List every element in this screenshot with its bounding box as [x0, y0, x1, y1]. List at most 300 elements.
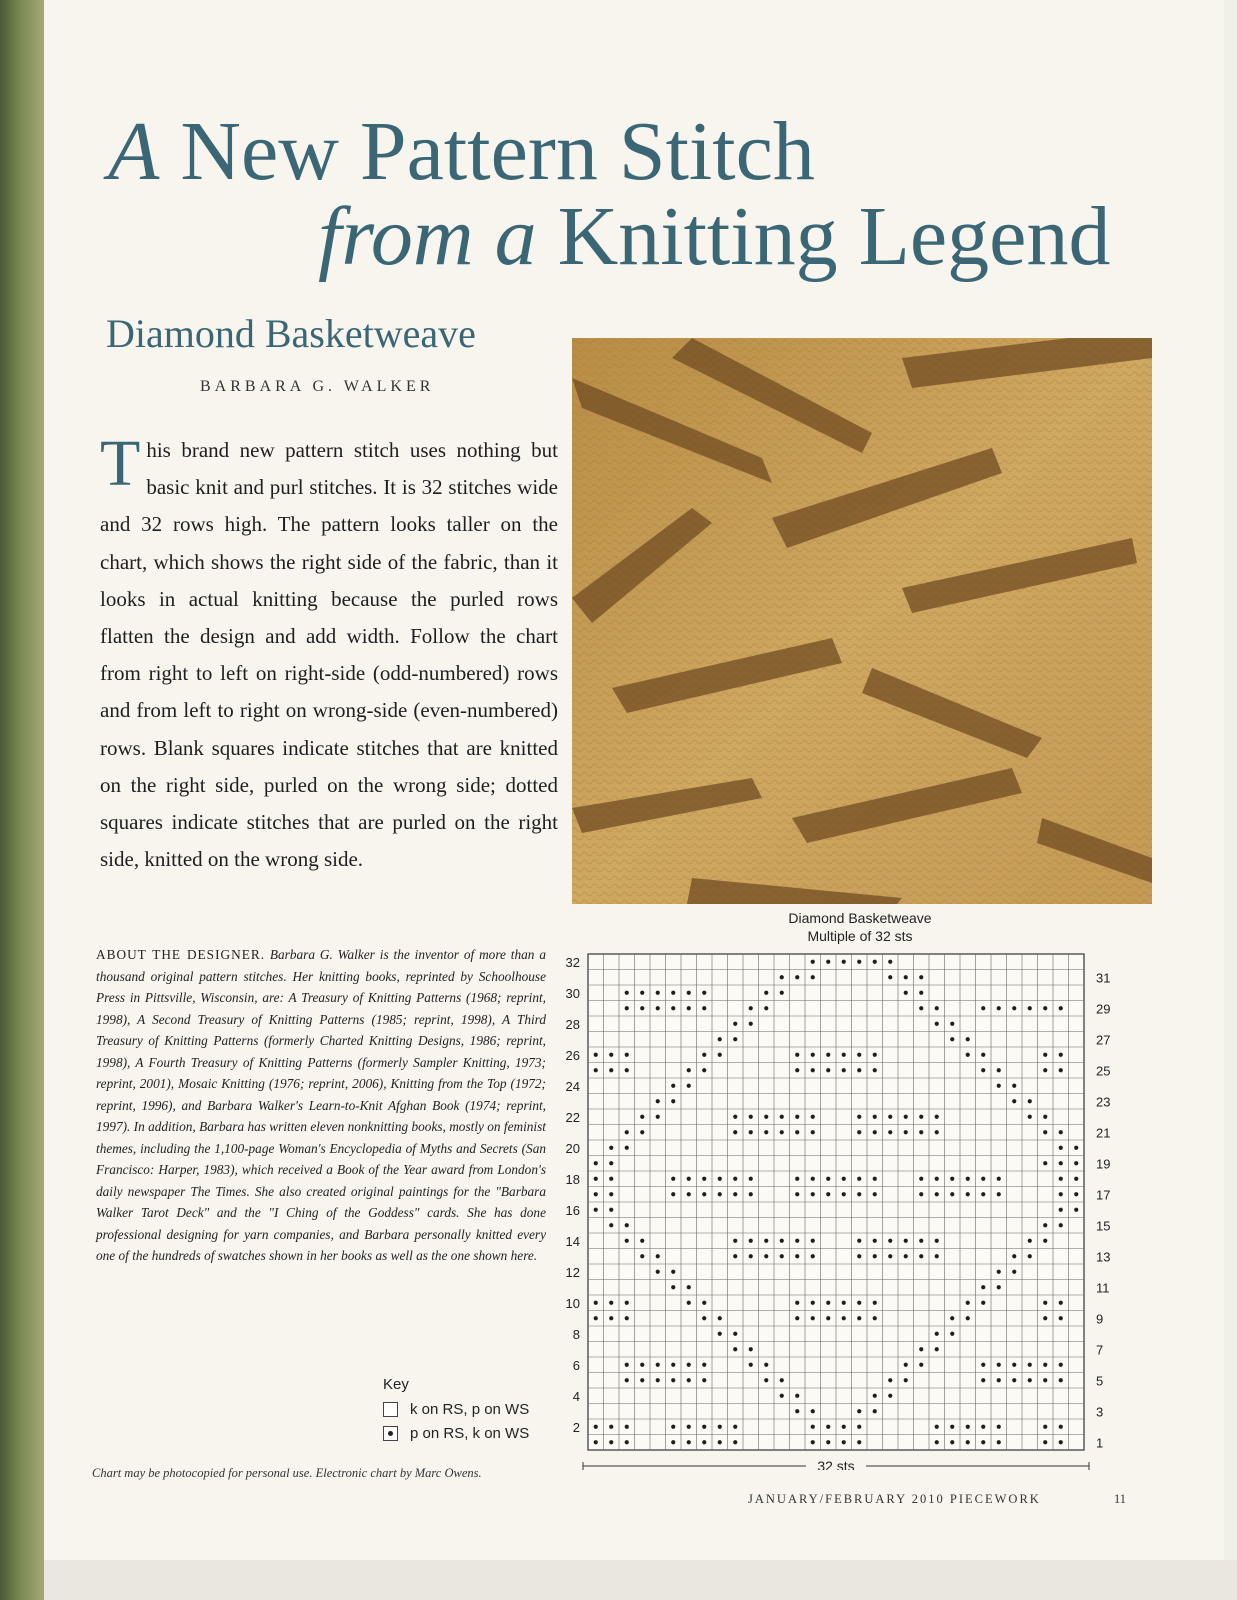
purl-dot	[904, 1363, 908, 1367]
purl-dot	[888, 960, 892, 964]
purl-dot	[795, 1394, 799, 1398]
purl-dot	[780, 1378, 784, 1382]
purl-dot	[966, 1192, 970, 1196]
purl-dot	[625, 1053, 629, 1057]
purl-dot	[842, 1440, 846, 1444]
purl-dot	[656, 991, 660, 995]
purl-dot	[950, 1425, 954, 1429]
purl-dot	[811, 1301, 815, 1305]
purl-dot	[904, 1378, 908, 1382]
purl-dot	[1043, 1440, 1047, 1444]
purl-dot	[780, 1115, 784, 1119]
purl-dot	[981, 1068, 985, 1072]
purl-dot	[873, 1316, 877, 1320]
purl-dot	[687, 1425, 691, 1429]
purl-dot	[981, 1301, 985, 1305]
purl-dot	[780, 1239, 784, 1243]
purl-dot	[811, 1053, 815, 1057]
purl-dot	[609, 1440, 613, 1444]
purl-dot	[857, 1301, 861, 1305]
row-label-odd: 15	[1096, 1218, 1111, 1234]
purl-dot	[1059, 1006, 1063, 1010]
purl-dot	[1059, 1316, 1063, 1320]
purl-dot	[857, 1254, 861, 1258]
purl-dot	[950, 1332, 954, 1336]
purl-dot	[997, 1270, 1001, 1274]
purl-dot	[671, 1084, 675, 1088]
purl-dot	[826, 1053, 830, 1057]
purl-dot	[625, 1006, 629, 1010]
purl-dot	[687, 1440, 691, 1444]
purl-dot	[625, 991, 629, 995]
chart-credit-caption: Chart may be photocopied for personal use. Electronic chart by Marc Owens.	[92, 1466, 482, 1480]
purl-dot	[702, 1363, 706, 1367]
purl-dot	[671, 1270, 675, 1274]
purl-dot	[1059, 1053, 1063, 1057]
purl-dot	[749, 1239, 753, 1243]
purl-dot	[656, 1363, 660, 1367]
purl-dot	[904, 1239, 908, 1243]
chart-grid	[588, 954, 1084, 1450]
purl-dot	[780, 1394, 784, 1398]
purl-dot	[981, 1192, 985, 1196]
purl-dot	[594, 1068, 598, 1072]
purl-dot	[733, 1192, 737, 1196]
purl-dot	[811, 1254, 815, 1258]
row-label-even: 8	[572, 1326, 580, 1342]
purl-dot	[935, 1177, 939, 1181]
purl-dot	[997, 1363, 1001, 1367]
purl-dot	[1043, 1363, 1047, 1367]
purl-dot	[966, 1301, 970, 1305]
purl-dot	[795, 1316, 799, 1320]
purl-dot	[733, 1254, 737, 1258]
purl-dot	[609, 1177, 613, 1181]
purl-dot	[1043, 1161, 1047, 1165]
purl-dot	[857, 1068, 861, 1072]
purl-dot	[873, 1068, 877, 1072]
purl-dot	[950, 1037, 954, 1041]
purl-dot	[733, 1022, 737, 1026]
row-label-odd: 29	[1096, 1001, 1111, 1017]
purl-dot	[671, 1006, 675, 1010]
purl-dot	[950, 1192, 954, 1196]
purl-dot	[687, 1301, 691, 1305]
intro-text: his brand new pattern stitch uses nothing but basic knit and purl stitches. It is 32 stitches wide and 32 rows high. The pattern looks taller on the chart, which shows the right side of the fabric, than it looks in actual knitting because the purled rows flatten the design and add width. Follow the chart from right to left on right-side (odd-numbered) rows and from left to right on wrong-side (even-numbered) rows. Blank squares indicate stitches that are knitted on the right side, purled on the wrong side; dotted squares indicate stitches that are purled on the right side, knitted on the wrong side.	[100, 438, 558, 872]
purl-dot	[640, 1254, 644, 1258]
purl-dot	[826, 1192, 830, 1196]
purl-dot	[1012, 1270, 1016, 1274]
purl-dot	[1059, 1161, 1063, 1165]
purl-dot	[919, 1363, 923, 1367]
purl-dot	[656, 1006, 660, 1010]
purl-dot	[640, 1006, 644, 1010]
purl-dot	[997, 1192, 1001, 1196]
row-label-odd: 7	[1096, 1342, 1104, 1358]
purl-dot	[609, 1316, 613, 1320]
purl-dot	[594, 1316, 598, 1320]
purl-dot	[671, 1425, 675, 1429]
purl-dot	[981, 1425, 985, 1429]
purl-dot	[1043, 1239, 1047, 1243]
purl-dot	[919, 1177, 923, 1181]
row-label-odd: 21	[1096, 1125, 1111, 1141]
purl-dot	[842, 1316, 846, 1320]
purl-dot	[795, 1115, 799, 1119]
purl-dot	[749, 1363, 753, 1367]
purl-dot	[718, 1316, 722, 1320]
purl-dot	[671, 1440, 675, 1444]
purl-dot	[1074, 1192, 1078, 1196]
row-label-odd: 27	[1096, 1032, 1111, 1048]
purl-dot	[609, 1161, 613, 1165]
purl-dot	[811, 1316, 815, 1320]
purl-dot	[842, 1192, 846, 1196]
purl-dot	[888, 975, 892, 979]
purl-dot	[935, 1192, 939, 1196]
purl-dot	[671, 1177, 675, 1181]
purl-dot	[966, 1440, 970, 1444]
purl-dot	[1043, 1301, 1047, 1305]
purl-dot	[919, 975, 923, 979]
purl-dot	[718, 1053, 722, 1057]
purl-dot	[1074, 1161, 1078, 1165]
purl-dot	[702, 1068, 706, 1072]
purl-dot	[609, 1223, 613, 1227]
purl-dot	[1012, 1254, 1016, 1258]
purl-dot	[625, 1316, 629, 1320]
issue-footer: JANUARY/FEBRUARY 2010 PIECEWORK	[748, 1492, 1041, 1506]
row-label-odd: 1	[1096, 1435, 1104, 1451]
row-label-even: 14	[565, 1233, 580, 1249]
purl-dot	[857, 1425, 861, 1429]
key-title: Key	[383, 1376, 409, 1393]
purl-dot	[609, 1425, 613, 1429]
purl-dot	[594, 1192, 598, 1196]
purl-dot	[997, 1285, 1001, 1289]
designer-text: Barbara G. Walker is the inventor of more than a thousand original pattern stitches. Her knitting books, reprinted by Schoolhouse Press in Pittsville, Wisconsin, are: A Treasury of Knitting Patterns (1968; reprint, 1998), A Second Treasury of Knitting Patterns (1985; reprint, 1998), A Third Treasury of Knitting Patterns (formerly Charted Knitting Designs, 1986; reprint, 1998), A Fourth Treasury of Knitting Patterns (formerly Sampler Knitting, 1973; reprint, 2001), Mosaic Knitting (1976; reprint, 2006), Knitting from the Top (1972; reprint, 1996), and Barbara Walker's Learn-to-Knit Afghan Book (1974; reprint, 1997). In addition, Barbara has written eleven nonknitting books, mostly on feminist themes, including the 1,100-page Woman's Encyclopedia of Myths and Secrets (San Francisco: Harper, 1983), which received a Book of the Year award from London's daily newspaper The Times. She also created original paintings for the "Barbara Walker Tarot Deck" and the "I Ching of the Goddess" cards. She has done professional designing for yarn companies, and Barbara personally knitted every one of the hundreds of swatches shown in her books as well as the one shown here.	[96, 947, 546, 1263]
purl-dot	[733, 1037, 737, 1041]
purl-dot	[795, 1068, 799, 1072]
purl-dot	[640, 1239, 644, 1243]
purl-dot	[997, 1440, 1001, 1444]
purl-dot	[1028, 1378, 1032, 1382]
purl-dot	[826, 1301, 830, 1305]
purl-dot	[795, 1192, 799, 1196]
title-text-1: New Pattern Stitch	[180, 105, 815, 198]
purl-dot	[919, 1115, 923, 1119]
purl-dot	[935, 1130, 939, 1134]
purl-dot	[919, 1006, 923, 1010]
key-label-knit: k on RS, p on WS	[410, 1400, 530, 1418]
purl-dot	[904, 975, 908, 979]
purl-dot	[687, 1177, 691, 1181]
purl-dot	[950, 1022, 954, 1026]
purl-dot	[656, 1254, 660, 1258]
purl-dot	[718, 1425, 722, 1429]
purl-dot	[1043, 1006, 1047, 1010]
purl-dot	[981, 1440, 985, 1444]
purl-dot	[997, 1006, 1001, 1010]
purl-dot	[1059, 1223, 1063, 1227]
purl-dot	[904, 991, 908, 995]
purl-dot	[594, 1425, 598, 1429]
purl-dot	[997, 1177, 1001, 1181]
purl-dot	[687, 1084, 691, 1088]
purl-dot	[873, 1177, 877, 1181]
purl-dot	[888, 1239, 892, 1243]
purl-dot	[718, 1332, 722, 1336]
row-label-even: 24	[565, 1078, 580, 1094]
purl-dot	[888, 1254, 892, 1258]
purl-dot	[935, 1332, 939, 1336]
row-label-odd: 17	[1096, 1187, 1111, 1203]
purl-dot	[904, 1115, 908, 1119]
purl-dot	[640, 1378, 644, 1382]
purl-dot	[640, 991, 644, 995]
purl-dot	[764, 1239, 768, 1243]
purl-dot	[625, 1301, 629, 1305]
purl-dot	[733, 1130, 737, 1134]
knitting-chart	[556, 950, 1116, 1470]
purl-dot	[857, 1192, 861, 1196]
purl-dot	[811, 1239, 815, 1243]
purl-dot	[981, 1006, 985, 1010]
chart-title: Diamond Basketweave	[788, 910, 932, 926]
row-label-even: 20	[565, 1140, 580, 1156]
purl-dot	[811, 1409, 815, 1413]
purl-dot	[640, 1115, 644, 1119]
article-title-line1	[108, 105, 815, 198]
purl-dot	[1059, 1440, 1063, 1444]
purl-dot	[718, 1177, 722, 1181]
purl-dot	[1059, 1301, 1063, 1305]
title-word-from-a: from a	[318, 190, 537, 283]
title-word-a: A	[108, 105, 160, 198]
purl-dot	[1028, 1239, 1032, 1243]
purl-dot	[857, 1409, 861, 1413]
purl-dot	[687, 1006, 691, 1010]
purl-dot	[1043, 1223, 1047, 1227]
row-label-even: 6	[572, 1357, 580, 1373]
purl-dot	[625, 1425, 629, 1429]
purl-dot	[966, 1037, 970, 1041]
purl-dot	[687, 1378, 691, 1382]
purl-dot	[671, 1099, 675, 1103]
purl-dot	[594, 1301, 598, 1305]
purl-dot	[609, 1053, 613, 1057]
purl-dot	[1012, 1099, 1016, 1103]
purl-dot	[935, 1006, 939, 1010]
purl-dot	[594, 1177, 598, 1181]
purl-dot	[764, 1363, 768, 1367]
purl-dot	[702, 1053, 706, 1057]
knit-swatch-image	[572, 338, 1152, 904]
purl-dot	[1074, 1146, 1078, 1150]
purl-dot	[857, 1177, 861, 1181]
purl-dot	[966, 1316, 970, 1320]
purl-dot	[780, 1254, 784, 1258]
purl-dot	[609, 1192, 613, 1196]
purl-dot	[609, 1146, 613, 1150]
purl-dot	[671, 1192, 675, 1196]
purl-dot	[1074, 1208, 1078, 1212]
row-label-odd: 25	[1096, 1063, 1111, 1079]
purl-dot	[764, 1254, 768, 1258]
purl-dot	[749, 1192, 753, 1196]
purl-dot	[966, 1425, 970, 1429]
binding-spine	[0, 0, 46, 1600]
purl-dot	[888, 1115, 892, 1119]
row-label-even: 30	[565, 985, 580, 1001]
purl-dot	[1028, 1115, 1032, 1119]
row-label-even: 2	[572, 1419, 580, 1435]
purl-dot	[997, 1425, 1001, 1429]
purl-dot	[625, 1146, 629, 1150]
purl-dot	[702, 1177, 706, 1181]
purl-dot	[733, 1239, 737, 1243]
purl-dot	[873, 1130, 877, 1134]
page-number: 11	[1114, 1492, 1127, 1506]
purl-dot	[904, 1130, 908, 1134]
purl-dot	[1028, 1363, 1032, 1367]
purl-dot	[888, 1394, 892, 1398]
purl-dot	[625, 1239, 629, 1243]
purl-dot	[1012, 1378, 1016, 1382]
purl-dot	[656, 1115, 660, 1119]
purl-dot	[733, 1440, 737, 1444]
purl-dot	[749, 1254, 753, 1258]
purl-dot	[966, 1177, 970, 1181]
purl-dot	[811, 1115, 815, 1119]
purl-dot	[919, 1192, 923, 1196]
row-label-odd: 3	[1096, 1404, 1104, 1420]
row-label-even: 10	[565, 1295, 580, 1311]
purl-dot	[1059, 1192, 1063, 1196]
purl-dot	[702, 1378, 706, 1382]
purl-dot	[764, 1115, 768, 1119]
purl-dot	[594, 1208, 598, 1212]
purl-dot	[1028, 1099, 1032, 1103]
purl-dot	[826, 1316, 830, 1320]
row-label-odd: 13	[1096, 1249, 1111, 1265]
purl-dot	[842, 960, 846, 964]
row-label-even: 4	[572, 1388, 580, 1404]
purl-dot	[842, 1053, 846, 1057]
purl-dot	[873, 1394, 877, 1398]
designer-lead: ABOUT THE DESIGNER.	[96, 947, 266, 962]
purl-dot	[764, 1378, 768, 1382]
purl-dot	[656, 1270, 660, 1274]
purl-dot	[857, 1130, 861, 1134]
row-label-odd: 5	[1096, 1373, 1104, 1389]
purl-dot	[857, 1115, 861, 1119]
purl-dot	[795, 1254, 799, 1258]
key-item-knit	[383, 1397, 529, 1421]
row-label-even: 32	[565, 954, 580, 970]
purl-dot	[873, 1053, 877, 1057]
purl-dot	[640, 1363, 644, 1367]
chart-width-indicator	[583, 1458, 1089, 1470]
purl-dot	[764, 1006, 768, 1010]
drop-cap: T	[100, 427, 141, 500]
row-label-odd: 23	[1096, 1094, 1111, 1110]
purl-dot	[1043, 1053, 1047, 1057]
blank-square-icon	[383, 1402, 398, 1417]
purl-dot	[1043, 1068, 1047, 1072]
purl-dot	[594, 1161, 598, 1165]
row-label-even: 16	[565, 1202, 580, 1218]
purl-dot	[718, 1440, 722, 1444]
purl-dot	[966, 1053, 970, 1057]
purl-dot	[625, 1223, 629, 1227]
purl-dot	[795, 1239, 799, 1243]
purl-dot	[671, 1285, 675, 1289]
purl-dot	[826, 1068, 830, 1072]
purl-dot	[873, 1301, 877, 1305]
purl-dot	[687, 991, 691, 995]
purl-dot	[1059, 1068, 1063, 1072]
width-label: 32 sts	[817, 1458, 855, 1470]
purl-dot	[873, 1192, 877, 1196]
purl-dot	[811, 1068, 815, 1072]
purl-dot	[811, 975, 815, 979]
about-designer	[96, 944, 546, 1267]
purl-dot	[733, 1425, 737, 1429]
purl-dot	[981, 1177, 985, 1181]
purl-dot	[857, 1440, 861, 1444]
purl-dot	[842, 1425, 846, 1429]
purl-dot	[594, 1053, 598, 1057]
purl-dot	[656, 1099, 660, 1103]
purl-dot	[1074, 1177, 1078, 1181]
purl-dot	[795, 1301, 799, 1305]
intro-paragraph	[100, 427, 558, 878]
purl-dot	[1043, 1130, 1047, 1134]
purl-dot	[749, 1115, 753, 1119]
key-label-purl: p on RS, k on WS	[410, 1424, 530, 1442]
purl-dot	[888, 1130, 892, 1134]
purl-dot	[1059, 1208, 1063, 1212]
purl-dot	[919, 1239, 923, 1243]
purl-dot	[873, 1254, 877, 1258]
purl-dot	[873, 1115, 877, 1119]
purl-dot	[857, 1053, 861, 1057]
purl-dot	[935, 1347, 939, 1351]
purl-dot	[950, 1177, 954, 1181]
row-label-even: 28	[565, 1016, 580, 1032]
purl-dot	[687, 1363, 691, 1367]
purl-dot	[981, 1378, 985, 1382]
purl-dot	[857, 1316, 861, 1320]
purl-dot	[749, 1022, 753, 1026]
purl-dot	[1012, 1084, 1016, 1088]
article-title-line2	[318, 190, 1111, 283]
purl-dot	[1043, 1316, 1047, 1320]
purl-dot	[609, 1208, 613, 1212]
purl-dot	[764, 991, 768, 995]
purl-dot	[1059, 1130, 1063, 1134]
purl-dot	[640, 1130, 644, 1134]
purl-dot	[842, 1068, 846, 1072]
purl-dot	[935, 1425, 939, 1429]
purl-dot	[687, 1285, 691, 1289]
chart-key	[383, 1376, 529, 1445]
purl-dot	[702, 1316, 706, 1320]
purl-dot	[1012, 1006, 1016, 1010]
purl-dot	[1059, 1146, 1063, 1150]
purl-dot	[857, 960, 861, 964]
